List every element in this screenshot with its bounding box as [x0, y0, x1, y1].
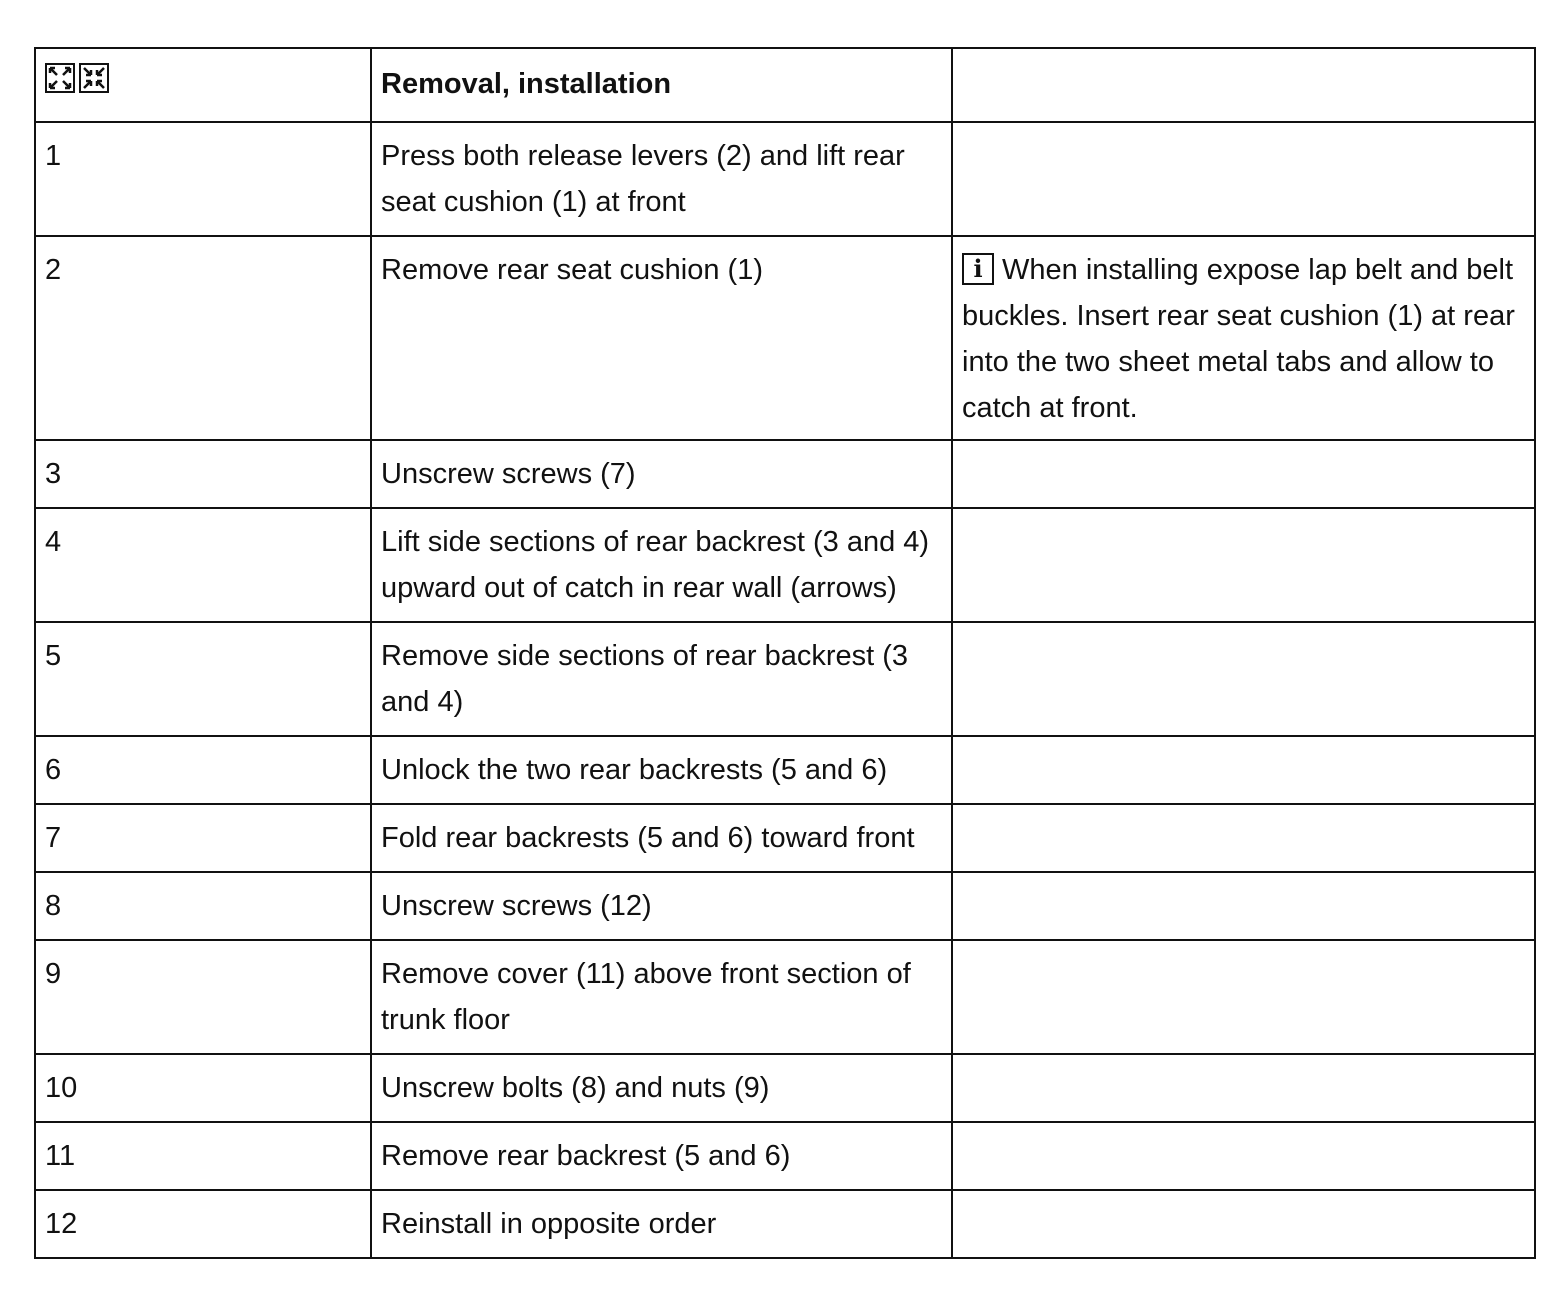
table-row: [35, 872, 1535, 940]
step-note: [952, 1122, 1535, 1190]
step-number: 3: [35, 440, 371, 508]
table-row: [35, 236, 1535, 440]
step-instruction: Unlock the two rear backrests (5 and 6): [371, 736, 952, 804]
step-instruction: Unscrew screws (7): [371, 440, 952, 508]
table-row: [35, 1190, 1535, 1258]
step-instruction: Remove cover (11) above front section of trunk floor: [371, 940, 952, 1054]
step-instruction: Fold rear backrests (5 and 6) toward front: [371, 804, 952, 872]
header-icons-cell: [35, 48, 371, 122]
step-note: [952, 804, 1535, 872]
table-row: [35, 622, 1535, 736]
step-number: 9: [35, 940, 371, 1054]
step-note: [952, 122, 1535, 236]
step-note: [952, 440, 1535, 508]
step-note-cell: [952, 236, 1535, 440]
expand-arrows-icon: [45, 63, 75, 93]
table-row: [35, 940, 1535, 1054]
step-number: 12: [35, 1190, 371, 1258]
procedure-table: [34, 47, 1536, 1259]
table-row: [35, 122, 1535, 236]
step-instruction: Lift side sections of rear backrest (3 and 4) upward out of catch in rear wall (arrows): [371, 508, 952, 622]
step-instruction: Unscrew bolts (8) and nuts (9): [371, 1054, 952, 1122]
step-note: When installing expose lap belt and belt buckles. Insert rear seat cushion (1) at rear into the two sheet metal tabs and allow to catch at front.: [962, 254, 1515, 424]
collapse-arrows-icon: [79, 63, 109, 93]
table-row: [35, 1054, 1535, 1122]
step-number: 11: [35, 1122, 371, 1190]
step-instruction: Remove side sections of rear backrest (3 and 4): [371, 622, 952, 736]
step-number: 2: [35, 236, 371, 440]
table-row: [35, 1122, 1535, 1190]
step-note: [952, 1054, 1535, 1122]
step-note: [952, 736, 1535, 804]
step-number: 8: [35, 872, 371, 940]
info-icon: i: [962, 253, 994, 285]
step-instruction: Press both release levers (2) and lift rear seat cushion (1) at front: [371, 122, 952, 236]
step-number: 10: [35, 1054, 371, 1122]
step-number: 6: [35, 736, 371, 804]
step-number: 5: [35, 622, 371, 736]
step-note: [952, 1190, 1535, 1258]
step-instruction: Remove rear backrest (5 and 6): [371, 1122, 952, 1190]
step-note: [952, 872, 1535, 940]
table-row: [35, 804, 1535, 872]
step-number: 7: [35, 804, 371, 872]
step-instruction: Unscrew screws (12): [371, 872, 952, 940]
step-number: 4: [35, 508, 371, 622]
header-title: Removal, installation: [371, 48, 952, 122]
table-header-row: [35, 48, 1535, 122]
step-number: 1: [35, 122, 371, 236]
step-note: [952, 940, 1535, 1054]
step-instruction: Remove rear seat cushion (1): [371, 236, 952, 440]
table-row: [35, 736, 1535, 804]
header-note: [952, 48, 1535, 122]
table-row: [35, 508, 1535, 622]
table-row: [35, 440, 1535, 508]
step-note: [952, 508, 1535, 622]
step-note: [952, 622, 1535, 736]
step-instruction: Reinstall in opposite order: [371, 1190, 952, 1258]
